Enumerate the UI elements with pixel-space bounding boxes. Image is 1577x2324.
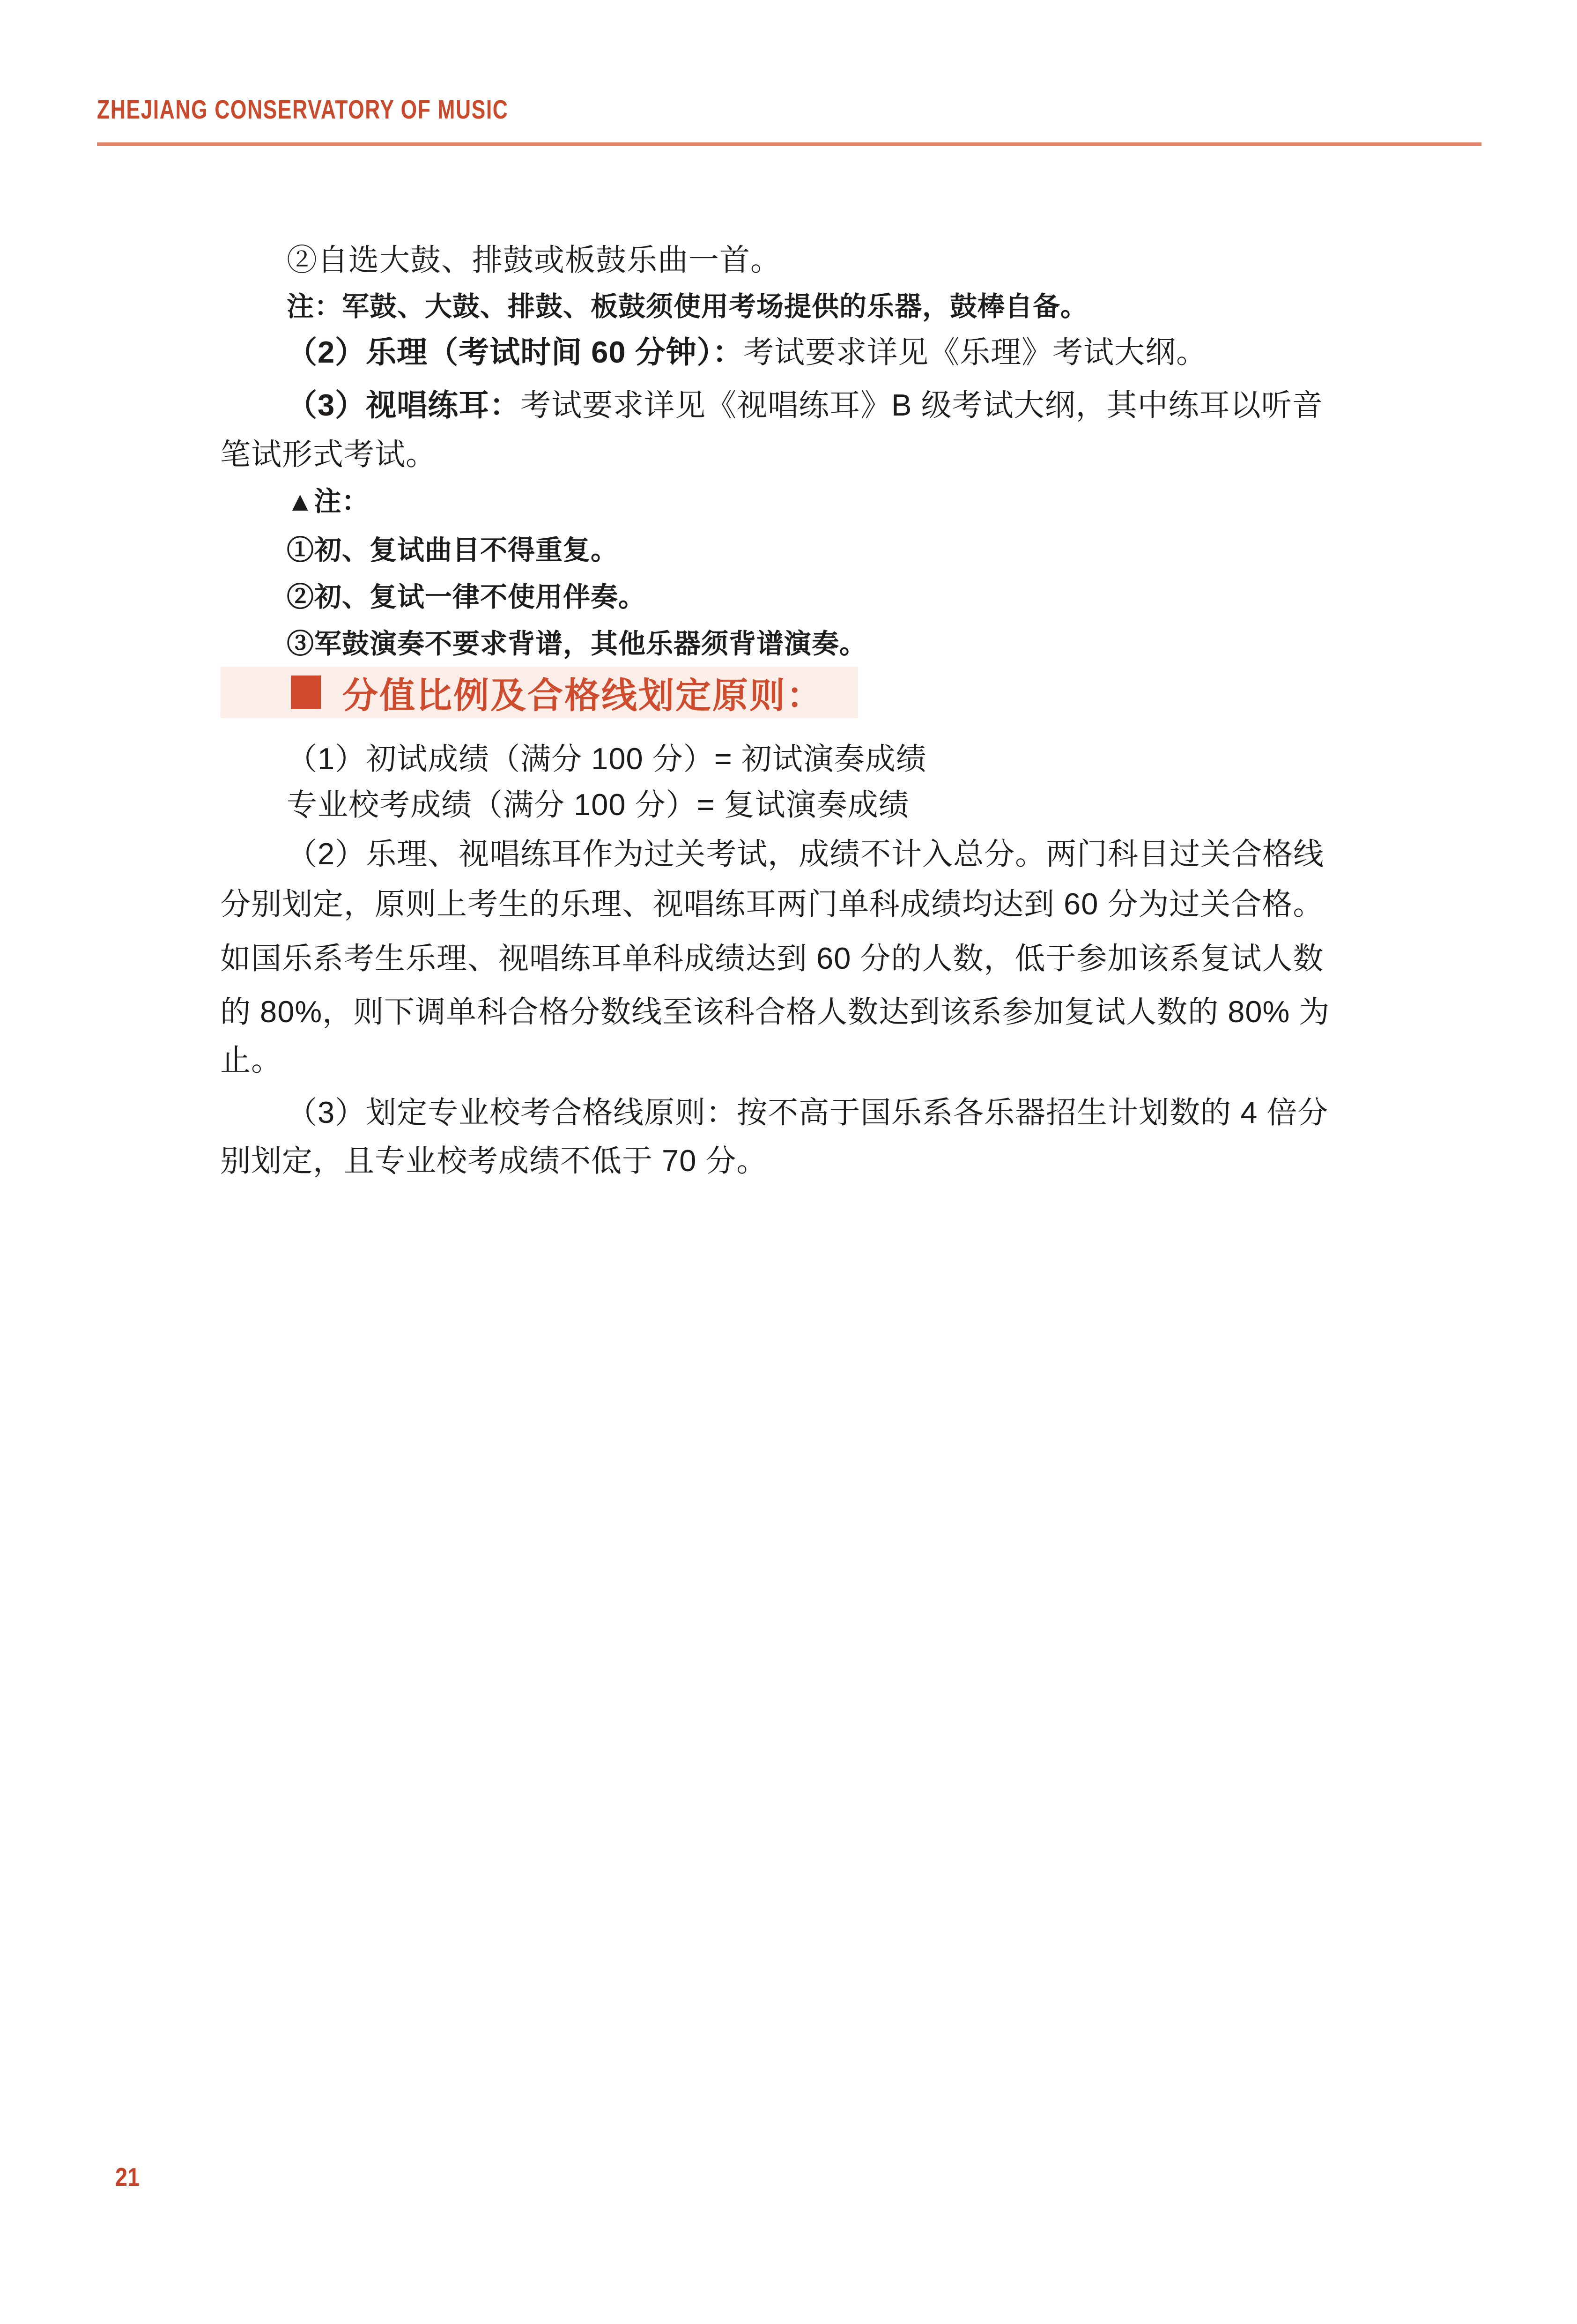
header-rule-line	[97, 142, 1481, 146]
rule2-line3: 如国乐系考生乐理、视唱练耳单科成绩达到 60 分的人数，低于参加该系复试人数	[220, 941, 1324, 975]
rule2-line2: 分别划定，原则上考生的乐理、视唱练耳两门单科成绩均达到 60 分为过关合格。	[220, 887, 1324, 921]
music-theory-rest: 考试要求详见《乐理》考试大纲。	[743, 335, 1207, 369]
body-line-piece-item2: ②自选大鼓、排鼓或板鼓乐曲一首。	[287, 243, 782, 277]
body-line-solfege	[287, 381, 1323, 430]
solfege-lead: （3）视唱练耳：	[287, 388, 521, 422]
section-heading-band	[221, 667, 858, 718]
rule1-line1: （1）初试成绩（满分 100 分）= 初试演奏成绩	[287, 742, 927, 776]
rule3-line2: 别划定，且专业校考成绩不低于 70 分。	[220, 1143, 768, 1178]
notes-item-3: ③军鼓演奏不要求背谱，其他乐器须背谱演奏。	[287, 629, 867, 659]
notes-item-1: ①初、复试曲目不得重复。	[287, 535, 619, 565]
square-bullet-icon	[291, 676, 321, 709]
rule3-line1: （3）划定专业校考合格线原则：按不高于国乐系各乐器招生计划数的 4 倍分	[287, 1095, 1329, 1129]
rule1-line2: 专业校考成绩（满分 100 分）= 复试演奏成绩	[287, 787, 910, 822]
body-line-instruments-note: 注：军鼓、大鼓、排鼓、板鼓须使用考场提供的乐器，鼓棒自备。	[287, 291, 1088, 322]
music-theory-lead: （2）乐理（考试时间 60 分钟）：	[287, 335, 744, 369]
body-line-solfege-wrap: 笔试形式考试。	[220, 437, 437, 471]
notes-title: ▲注：	[287, 486, 370, 517]
rule2-line4: 的 80%，则下调单科合格分数线至该科合格人数达到该系参加复试人数的 80% 为	[220, 995, 1330, 1029]
rule2-line1: （2）乐理、视唱练耳作为过关考试，成绩不计入总分。两门科目过关合格线	[287, 837, 1325, 871]
solfege-rest: 考试要求详见《视唱练耳》B 级考试大纲，其中练耳以听音	[520, 388, 1323, 422]
section-heading-title: 分值比例及合格线划定原则：	[342, 676, 823, 716]
conservatory-logotype: ZHEJIANG CONSERVATORY OF MUSIC	[97, 95, 509, 125]
page-number: 21	[115, 2162, 140, 2191]
rule2-line5: 止。	[220, 1043, 282, 1077]
body-line-music-theory	[287, 328, 1207, 377]
notes-item-2: ②初、复试一律不使用伴奏。	[287, 582, 646, 612]
